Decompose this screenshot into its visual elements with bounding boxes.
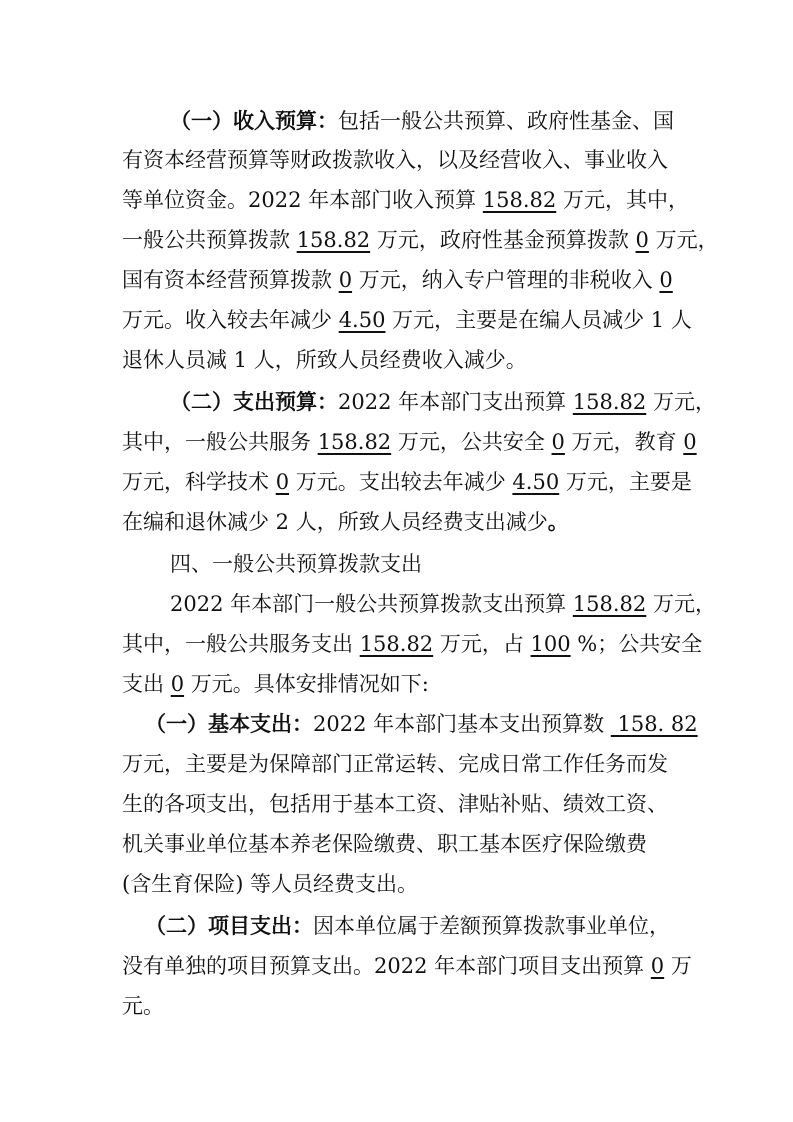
income-line-7: 退休人员减 1 人，所致人员经费收入减少。 bbox=[122, 348, 527, 372]
text: 万元，教育 bbox=[564, 430, 684, 454]
text: %；公共安全 bbox=[570, 632, 703, 656]
text: 万元，公共安全 bbox=[391, 430, 552, 454]
text: 国有资本经营预算拨款 bbox=[122, 268, 339, 292]
basic-line-1 bbox=[0, 706, 793, 742]
text: 万元， bbox=[646, 592, 716, 616]
text: 万元。支出较去年减少 bbox=[289, 470, 513, 494]
text: 万元， bbox=[648, 228, 719, 252]
income-line-6 bbox=[0, 302, 793, 338]
text: 万元，主要是在编人员减少 1 人 bbox=[385, 308, 692, 332]
project-line-3: 元。 bbox=[122, 994, 164, 1018]
text: 万元， bbox=[646, 390, 716, 414]
expense-line-3 bbox=[0, 464, 793, 500]
expense-public-service: 158.82 bbox=[317, 430, 392, 454]
text: 在编和退休减少 2 人，所致人员经费支出减少 bbox=[122, 510, 548, 534]
project-heading: （二）项目支出： bbox=[145, 914, 313, 938]
income-fund: 0 bbox=[635, 228, 649, 252]
text: 等单位资金。2022 年本部门收入预算 bbox=[122, 188, 483, 212]
basic-line-5: (含生育保险) 等人员经费支出。 bbox=[122, 872, 419, 896]
text: 万元，其中， bbox=[556, 188, 689, 212]
text: 万元。具体安排情况如下: bbox=[184, 672, 429, 696]
text: 没有单独的项目预算支出。2022 年本部门项目支出预算 bbox=[122, 954, 651, 978]
text: 2022 年本部门支出预算 bbox=[338, 390, 573, 414]
income-decrease: 4.50 bbox=[338, 308, 386, 332]
basic-line-2: 万元，主要是为保障部门正常运转、完成日常工作任务而发 bbox=[122, 752, 668, 776]
section-four-public-safety: 0 bbox=[170, 672, 185, 696]
text: 万 bbox=[664, 954, 692, 978]
income-heading: （一）收入预算： bbox=[170, 109, 338, 133]
income-line-3 bbox=[0, 182, 793, 218]
text: 其中，一般公共服务 bbox=[122, 430, 318, 454]
project-line-2 bbox=[0, 948, 793, 984]
basic-amount: 158. 82 bbox=[610, 712, 698, 736]
basic-line-4: 机关事业单位基本养老保险缴费、职工基本医疗保险缴费 bbox=[122, 832, 647, 856]
text: 万元，政府性基金预算拨款 bbox=[370, 228, 636, 252]
section-four-line-3 bbox=[0, 666, 793, 702]
income-line-4 bbox=[0, 222, 793, 258]
text: 。 bbox=[547, 510, 569, 534]
project-amount: 0 bbox=[650, 954, 665, 978]
text: 万元，占 bbox=[433, 632, 531, 656]
income-general: 158.82 bbox=[296, 228, 371, 252]
text: 万元，主要是 bbox=[559, 470, 692, 494]
text: 万元。收入较去年减少 bbox=[122, 308, 339, 332]
basic-line-3: 生的各项支出，包括用于基本工资、津贴补贴、绩效工资、 bbox=[122, 792, 668, 816]
section-four-percent: 100 bbox=[530, 632, 571, 656]
expense-heading: （二）支出预算： bbox=[170, 390, 338, 414]
income-line-1 bbox=[0, 103, 793, 139]
expense-line-1 bbox=[0, 384, 793, 420]
section-four-public-service: 158.82 bbox=[359, 632, 434, 656]
text: 2022 年本部门一般公共预算拨款支出预算 bbox=[170, 592, 573, 616]
expense-science: 0 bbox=[275, 470, 290, 494]
income-total: 158.82 bbox=[482, 188, 557, 212]
income-non-tax: 0 bbox=[659, 268, 673, 292]
section-four-total: 158.82 bbox=[572, 592, 647, 616]
income-state-capital: 0 bbox=[338, 268, 353, 292]
section-four-line-1 bbox=[0, 586, 793, 622]
expense-education: 0 bbox=[683, 430, 697, 454]
text: 2022 年本部门基本支出预算数 bbox=[313, 712, 611, 736]
income-text: 包括一般公共预算、政府性基金、国 bbox=[338, 109, 674, 133]
section-four-title bbox=[0, 546, 793, 582]
section-four-line-2 bbox=[0, 626, 793, 662]
basic-heading: （一）基本支出： bbox=[145, 712, 313, 736]
expense-line-2 bbox=[0, 424, 793, 460]
income-line-2: 有资本经营预算等财政拨款收入，以及经营收入、事业收入 bbox=[122, 148, 668, 172]
income-line-5 bbox=[0, 262, 793, 298]
expense-decrease: 4.50 bbox=[512, 470, 560, 494]
expense-line-4 bbox=[0, 504, 793, 540]
expense-public-safety: 0 bbox=[551, 430, 565, 454]
project-line-1 bbox=[0, 908, 793, 944]
text: 其中，一般公共服务支出 bbox=[122, 632, 360, 656]
text: 万元，纳入专户管理的非税收入 bbox=[352, 268, 660, 292]
text: 因本单位属于差额预算拨款事业单位， bbox=[313, 914, 670, 938]
expense-total: 158.82 bbox=[572, 390, 647, 414]
section-four-title-text: 四、一般公共预算拨款支出 bbox=[170, 552, 422, 576]
text: 支出 bbox=[122, 672, 171, 696]
text: 万元，科学技术 bbox=[122, 470, 276, 494]
text: 一般公共预算拨款 bbox=[122, 228, 297, 252]
